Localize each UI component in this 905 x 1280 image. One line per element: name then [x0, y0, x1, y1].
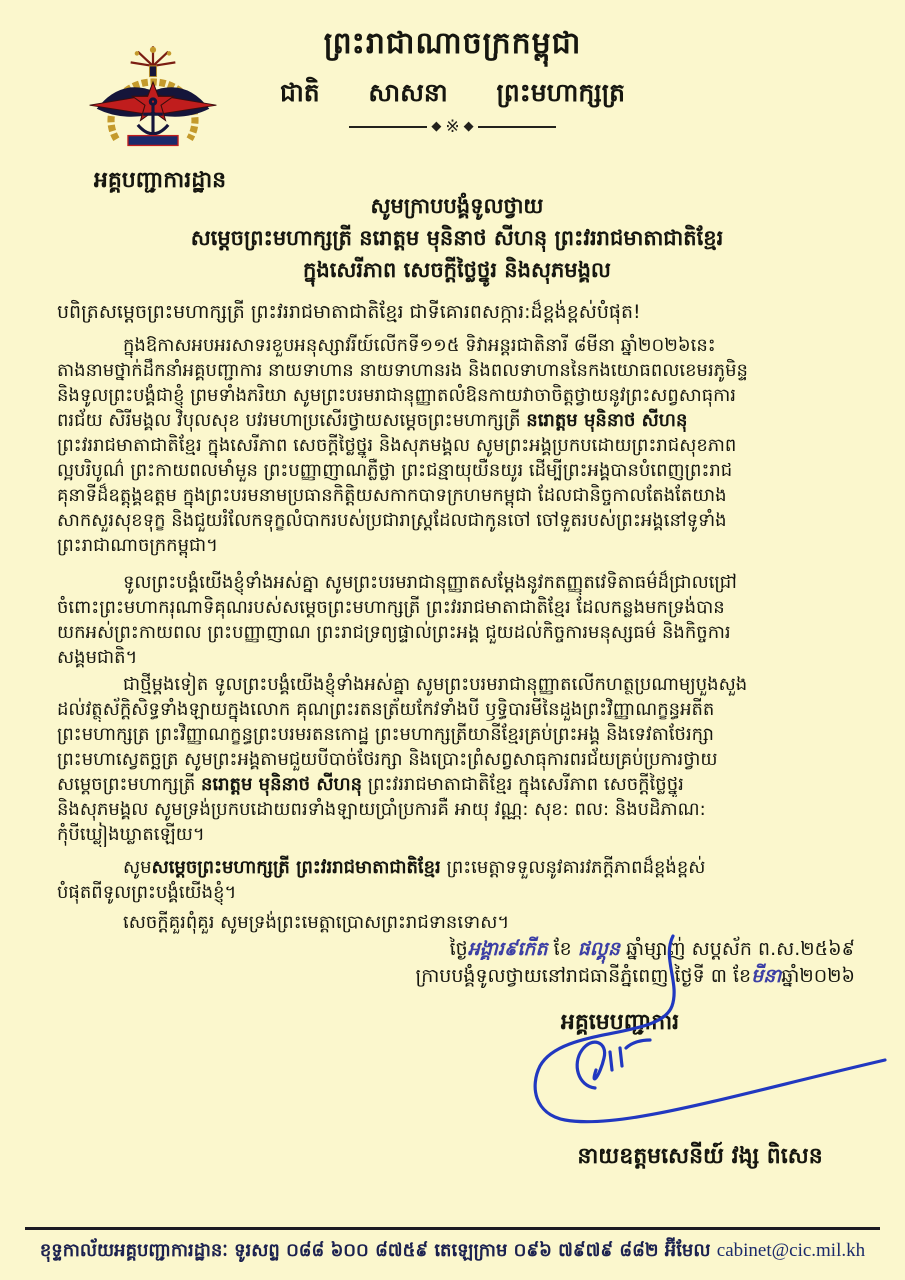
text-run: និងទូលព្រះបង្គំជាខ្ញុំ ព្រមទាំងភរិយា សូមព្រះបរមរាជានុញ្ញាតលំឱនកាយវាចាចិត្តថ្វាយនូវព្រះសព្វសាធុការ [57, 385, 736, 406]
text-run: ទូលព្រះបង្គំយើងខ្ញុំទាំងអស់គ្នា សូមព្រះបរមរាជានុញ្ញាតសម្តែងនូវកតញ្ញុតវេទិតាធម៌ដ៏ជ្រាលជ្រៅ [123, 572, 737, 593]
text-run: សង្គមជាតិ។ [57, 647, 138, 668]
p1-line [57, 433, 857, 458]
text-run: កុំបីឃ្លៀងឃ្លាតឡើយ។ [57, 824, 205, 845]
divider-diamond-icon: ◆ [463, 119, 474, 134]
royal-name-bold: នរោត្តម មុនិនាថ សីហនុ [200, 774, 363, 795]
p2-line [57, 645, 857, 670]
p2-line [57, 570, 857, 595]
p1-line [57, 508, 857, 533]
subject-line-2: សម្តេចព្រះមហាក្សត្រី នរោត្តម មុនិនាថ សីហនុ ព្រះវររាជមាតាជាតិខ្មែរ [190, 226, 724, 250]
text-run: និងសុភមង្គល សូមទ្រង់ប្រកបដោយពរទាំងឡាយប្រាំប្រការគឺ អាយុ វណ្ណ: សុខ: ពល: និងបដិភាណ: [57, 799, 706, 820]
divider-asterisk-icon: ※ [445, 117, 460, 137]
text-run: គុនាទីដ៏ឧត្តុង្គឧត្តម ក្នុងព្រះបរមនាមប្រធានកិត្តិយសកាកបាទក្រហមកម្ពុជា ដែលជានិច្ចកាលតែងតែយាង [57, 485, 727, 506]
text-run: សាកសួរសុខទុក្ខ និងជួយរំលែកទុក្ខលំបាករបស់ប្រជារាស្ត្រដែលជាកូនចៅ ចៅទួតរបស់ព្រះអង្គនៅទូទាំង [57, 510, 727, 531]
p3-line [57, 797, 857, 822]
month-label: ខែ [553, 938, 572, 960]
text-run: ព្រះវររាជមាតាជាតិខ្មែរ ក្នុងសេរីភាព សេចក្តីថ្លៃថ្នូរ និងសុភមង្គល សូមព្រះអង្គប្រកបដោយព្រះរាជសុខភាព [57, 435, 737, 456]
paragraph-3 [57, 672, 857, 847]
p3-line [57, 722, 857, 747]
salutation-line: បពិត្រសម្តេចព្រះមហាក្សត្រី ព្រះវររាជមាតាជាតិខ្មែរ ជាទីគោរពសក្ការ:ដ៏ខ្ពង់ខ្ពស់បំផុត! [57, 301, 641, 323]
p1-line [57, 533, 857, 558]
p2-line [57, 595, 857, 620]
footer-email: cabinet@cic.mil.kh [716, 1240, 866, 1261]
text-run: ព្រះមហាស្វេតច្ឆត្រ សូមព្រះអង្គតាមជួយបីបាច់ថែរក្សា និងប្រោះព្រំសព្វសាធុការពរជ័យគ្រប់ប្រការថ្វាយ [57, 749, 718, 770]
rcaf-high-command-emblem-icon [86, 40, 220, 166]
p1-line [57, 333, 857, 358]
footer-separator-rule [25, 1227, 880, 1230]
footer-contact-text: ខុទ្ទកាល័យអគ្គបញ្ជាការដ្ឋានៈ ទូរសព្ទ ០៨៨ ៦០០ ៨៧៥៩ តេឡេក្រាម ០៩៦ ៧៩៧៩ ៨៨២ អ៊ីមែល [39, 1240, 711, 1261]
p3-line [57, 747, 857, 772]
text-run: ព្រះរាជាណាចក្រកម្ពុជា។ [57, 535, 219, 556]
text-run: ព្រះមហាក្សត្រ ព្រះវិញ្ញាណក្ខន្ធព្រះបរមរតនកោដ្ឋ ព្រះមហាក្សត្រីយានីខ្មែរគ្រប់ព្រះអង្គ និងទេវតាថែរក្សា [57, 724, 714, 745]
text-run: តាងនាមថ្នាក់ដឹកនាំអគ្គបញ្ជាការ នាយទាហាន នាយទាហានរង និងពលទាហាននៃកងយោធពលខេមរភូមិន្ទ [57, 360, 748, 381]
p3-line [57, 772, 857, 797]
signer-name-general: នាយឧត្តមសេនីយ៍ វង្ស ពិសេន [577, 1144, 823, 1169]
org-label-high-command: អគ្គបញ្ជាការដ្ឋាន [93, 168, 227, 193]
text-run: យកអស់ព្រះកាយពល ព្រះបញ្ញាញាណ ព្រះរាជទ្រព្យផ្ទាល់ព្រះអង្គ ជួយដល់កិច្ចការមនុស្សធម៌ និងកិច្ចការ [57, 622, 731, 643]
text-run: ព្រះវររាជមាតាជាតិខ្មែរ ក្នុងសេរីភាព សេចក្តីថ្លៃថ្នូរ [362, 774, 684, 795]
motto-nation: ជាតិ [279, 78, 320, 107]
letter-body [57, 190, 857, 935]
place-and-day-label: ក្រាបបង្គំទូលថ្វាយនៅរាជធានីភ្នំពេញ ថ្ងៃទី [415, 965, 705, 987]
text-run: សម្តេចព្រះមហាក្សត្រី [57, 774, 201, 795]
p1-line [57, 483, 857, 508]
p3-line [57, 822, 857, 847]
text-run: ដល់វត្ថុស័ក្តិសិទ្ធទាំងឡាយក្នុងលោក គុណព្រះរតនត្រ័យកែវទាំងបី ឫទ្ធិបារមីនៃដួងព្រះវិញ្ញាណក្ខន្ធអតីត [57, 699, 715, 720]
p3-line [57, 697, 857, 722]
subject-line-1: សូមក្រាបបង្គំទូលថ្វាយ [370, 194, 544, 218]
text-run: ព្រះមេត្តាទទួលនូវគារវភក្តីភាពដ៏ខ្ពង់ខ្ពស់ [440, 857, 706, 878]
royal-name-bold: នរោត្តម មុនិនាថ សីហនុ [526, 410, 688, 431]
divider-rule-left [349, 126, 427, 128]
p3-line [57, 672, 857, 697]
motto-religion: សាសនា [368, 78, 448, 107]
handwritten-month: មីនា [751, 965, 782, 987]
buddhist-era-year: ឆ្នាំម្សាញ់ សប្តស័ក ព.ស.២៥៦៩ [625, 938, 855, 960]
motto-king: ព្រះមហាក្សត្រ [496, 78, 626, 107]
subject-block [57, 190, 857, 286]
p4-line [57, 880, 857, 905]
divider-diamond-icon: ◆ [431, 119, 442, 134]
handwritten-month: ផល្គុន [577, 938, 620, 960]
text-run: ចំពោះព្រះមហាករុណាទិគុណរបស់សម្តេចព្រះមហាក្សត្រី ព្រះវររាជមាតាជាតិខ្មែរ ដែលកន្លងមកទ្រង់បាន [57, 597, 725, 618]
day-label: ថ្ងៃ [449, 938, 468, 960]
text-run: សូម [123, 857, 152, 878]
royal-title-bold: សម្តេចព្រះមហាក្សត្រី ព្រះវររាជមាតាជាតិខ្មែរ [151, 857, 441, 878]
signer-title-commander-in-chief: អគ្គមេបញ្ជាការ [560, 1010, 680, 1035]
divider-rule-right [478, 126, 556, 128]
text-run: ជាថ្មីម្តងទៀត ទូលព្រះបង្គំយើងខ្ញុំទាំងអស់គ្នា សូមព្រះបរមរាជានុញ្ញាតលើកហត្ថប្រណាម្យបួងសួង [123, 674, 748, 695]
kingdom-title: ព្រះរាជាណាចក្រកម្ពុជា [323, 26, 582, 61]
footer-contact-line [0, 1238, 905, 1265]
subject-line-3: ក្នុងសេរីភាព សេចក្តីថ្លៃថ្នូរ និងសុភមង្គល [303, 258, 611, 282]
day-number: ៣ [710, 965, 727, 987]
text-run: បំផុតពីទូលព្រះបង្គំយើងខ្ញុំ។ [57, 882, 237, 903]
p1-line [57, 408, 857, 433]
signature-ink [430, 928, 890, 1143]
p1-line [57, 458, 857, 483]
p2-line [57, 620, 857, 645]
paragraph-4 [57, 855, 857, 905]
p1-line [57, 358, 857, 383]
gregorian-year: ឆ្នាំ២០២៦ [781, 965, 855, 987]
handwritten-day: អង្គារ៩កើត [467, 938, 548, 960]
text-run: សេចក្តីគួរពុំគួរ សូមទ្រង់ព្រះមេត្តាប្រោសព្រះរាជទានទោស។ [123, 912, 510, 933]
p4-line [57, 855, 857, 880]
p1-line [57, 383, 857, 408]
paragraph-2 [57, 570, 857, 670]
month-label: ខែ [732, 965, 752, 987]
text-run: ពរជ័យ សិរីមង្គល វិបុលសុខ បវរមហាប្រសើរថ្វាយសម្តេចព្រះមហាក្សត្រី [57, 410, 527, 431]
text-run: ក្នុងឱកាសអបអរសាទរខួបអនុស្សាវរីយ៍លើកទី១១៥ ទិវាអន្តរជាតិនារី ៨មីនា ឆ្នាំ២០២៦នេះ [123, 335, 716, 356]
paragraph-1 [57, 333, 857, 558]
text-run: ល្អបរិបូណ៌ ព្រះកាយពលមាំមួន ព្រះបញ្ញាញាណភ្លឺថ្លា ព្រះជន្មាយុយឺនយូរ ដើម្បីព្រះអង្គបានបំពេញព្រះរាជ [57, 460, 733, 481]
